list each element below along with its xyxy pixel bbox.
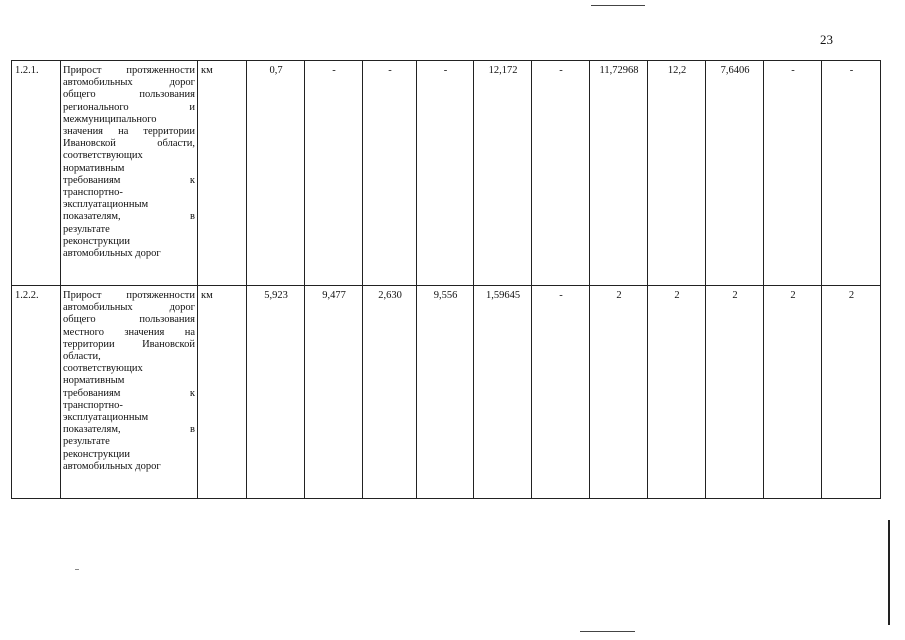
value-cell: 0,7 [247,61,305,286]
description-line: территории Ивановской [63,338,195,350]
description-line: реконструкции [63,448,131,460]
value-cell: 1,59645 [474,286,532,499]
description-line: реконструкции [63,235,131,247]
row-code-cell: 1.2.2. [12,286,61,499]
row-code-cell: 1.2.1. [12,61,61,286]
description-line: общего пользования [63,314,195,326]
row-description-cell [61,61,198,286]
description-line: эксплуатационным [63,199,149,211]
table-row [12,61,881,286]
value-cell: 2 [764,286,822,499]
description-line: транспортно- [63,187,123,199]
description-line: Прирост протяженности [63,65,195,76]
value-cell: 2 [822,286,881,499]
indicator-table [11,60,881,499]
description-line: требованиям к [63,174,195,186]
description-line: нормативным [63,375,125,387]
description-line: транспортно- [63,399,123,411]
value-cell: - [532,286,590,499]
value-cell: 11,72968 [590,61,648,286]
description-line: соответствующих [63,363,143,375]
description-line: показателям, в [63,211,195,223]
value-cell: 12,172 [474,61,532,286]
scan-line-bottom [580,631,635,632]
description-line: межмуниципального [63,113,157,125]
description-line: Ивановской области, [63,138,195,150]
value-cell: 7,6406 [706,61,764,286]
description-line: результате [63,223,110,235]
value-cell: - [417,61,474,286]
description-line: автомобильных дорог [63,248,161,260]
description-line: Прирост протяженности [63,290,195,301]
row-description-cell [61,286,198,499]
description-line: нормативным [63,162,125,174]
value-cell: 9,556 [417,286,474,499]
row-unit-cell: км [198,61,247,286]
scan-line-top [591,5,645,6]
value-cell: 2 [648,286,706,499]
description-line: регионального и [63,101,195,113]
value-cell: 2 [706,286,764,499]
description-line: области, [63,351,101,363]
scan-speck [75,569,79,570]
description-line: автомобильных дорог [63,302,195,314]
description-line: значения на территории [63,126,195,138]
description-line: автомобильных дорог [63,77,195,89]
value-cell: 9,477 [305,286,363,499]
value-cell: 2,630 [363,286,417,499]
table-row [12,286,881,499]
row-unit-cell: км [198,286,247,499]
description-line: эксплуатационным [63,412,149,424]
description-line: общего пользования [63,89,195,101]
description-line: местного значения на [63,326,195,338]
description-line: соответствующих [63,150,143,162]
value-cell: - [532,61,590,286]
value-cell: - [305,61,363,286]
value-cell: - [822,61,881,286]
value-cell: - [764,61,822,286]
scan-edge-right [888,520,890,625]
page-number: 23 [820,32,833,47]
description-line: показателям, в [63,424,195,436]
description-line: результате [63,436,110,448]
value-cell: 2 [590,286,648,499]
value-cell: 12,2 [648,61,706,286]
value-cell: 5,923 [247,286,305,499]
value-cell: - [363,61,417,286]
description-line: автомобильных дорог [63,460,161,472]
description-line: требованиям к [63,387,195,399]
table-body [12,61,881,499]
